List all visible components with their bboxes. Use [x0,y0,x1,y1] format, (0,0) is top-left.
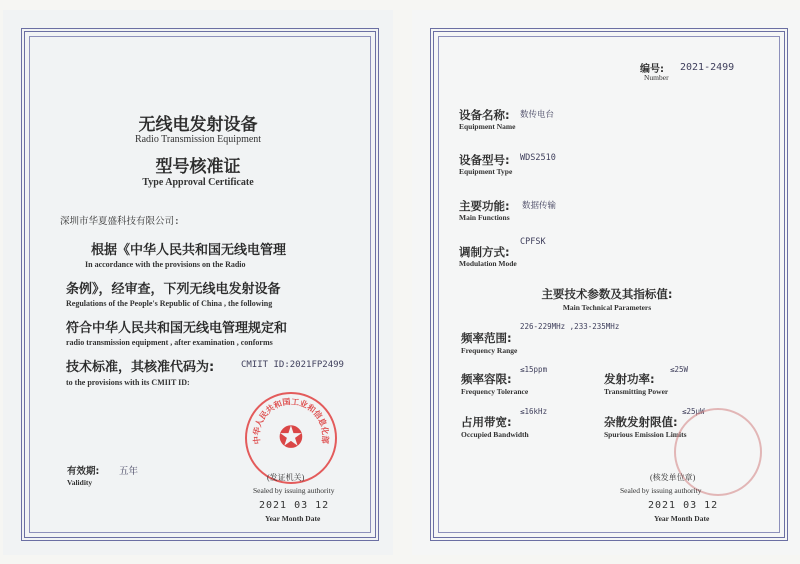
applicant-name: 深圳市华夏盛科技有限公司: [60,216,180,227]
field-label-en: Modulation Mode [459,259,517,268]
tx-power-label-en: Transmitting Power [604,387,669,396]
date-labels: Year Month Date [265,514,321,523]
body-line-2-en: Regulations of the People's Republic of China , the following [66,299,273,308]
body-line-2-zh: 条例》，经审查，下列无线电发射设备 [66,282,281,297]
svg-text:中华人民共和国工业和信息化部: 中华人民共和国工业和信息化部 [251,396,331,445]
issuer-label-zh: (核发单位章) [650,473,696,482]
field-label-en: Main Functions [459,213,510,222]
certificate-left-page [3,10,393,555]
national-emblem-icon: ✪ [278,420,304,456]
certificate-number: 2021-2499 [680,62,735,73]
spurious-label-en: Spurious Emission Limits [604,430,687,439]
official-red-seal [245,392,337,484]
field-label-zh: 主要功能: [459,199,510,213]
certificate-right-page [412,10,800,555]
issue-date: 2021 03 12 [259,500,330,511]
bandwidth-value: ≤16kHz [520,407,548,416]
sealed-by-label: Sealed by issuing authority [253,486,335,495]
body-line-3-zh: 符合中华人民共和国无线电管理规定和 [66,321,288,336]
freq-range-label-en: Frequency Range [461,346,518,355]
title-zh: 无线电发射设备 [138,115,258,135]
date-labels: Year Month Date [654,514,710,523]
modulation-mode-value: CPFSK [520,237,546,247]
body-line-1-zh: 根据《中华人民共和国无线电管理 [91,243,287,258]
equipment-name-value: 数传电台 [520,110,555,120]
bandwidth-label-zh: 占用带宽: [461,415,512,429]
tx-power-label-zh: 发射功率: [604,372,655,386]
validity-label-en: Validity [67,478,93,487]
subtitle-en: Type Approval Certificate [142,177,254,188]
body-line-4-zh: 技术标准，其核准代码为: [66,360,215,375]
issue-date: 2021 03 12 [648,500,719,511]
body-line-1-en: In accordance with the provisions on the Radio [85,260,246,269]
tx-power-value: ≤25W [670,365,689,374]
freq-range-value: 226-229MHz ,233-235MHz [520,322,620,331]
params-title-en: Main Technical Parameters [562,303,652,312]
freq-tolerance-label-en: Frequency Tolerance [461,387,529,396]
body-line-3-en: radio transmission equipment , after examination , conforms [66,338,273,347]
freq-range-label-zh: 频率范围: [461,331,512,345]
main-functions-value: 数据传输 [522,201,557,211]
freq-tolerance-value: ≤15ppm [520,365,548,374]
cmiit-id: CMIIT ID:2021FP2499 [241,360,344,370]
number-label-zh: 编号: [640,64,664,75]
validity-value: 五年 [119,466,139,477]
spurious-label-zh: 杂散发射限值: [604,415,678,429]
equipment-type-value: WDS2510 [520,153,556,163]
field-label-en: Equipment Name [459,122,516,131]
field-label-en: Equipment Type [459,167,513,176]
bandwidth-label-en: Occupied Bandwidth [461,430,529,439]
field-label-zh: 设备型号: [459,153,510,167]
title-en: Radio Transmission Equipment [134,134,262,145]
issuer-label-zh: (发证机关) [267,473,305,482]
field-label-zh: 设备名称: [459,108,510,122]
number-label-en: Number [644,73,669,82]
sealed-by-label: Sealed by issuing authority [620,486,702,495]
body-line-4-en: to the provisions with its CMIIT ID: [66,378,190,387]
validity-label-zh: 有效期: [67,466,100,477]
field-label-zh: 调制方式: [459,245,510,259]
params-title-zh: 主要技术参数及其指标值: [541,287,673,301]
spurious-value: ≤25μW [682,407,705,416]
subtitle-zh: 型号核准证 [155,157,241,177]
freq-tolerance-label-zh: 频率容限: [461,372,512,386]
